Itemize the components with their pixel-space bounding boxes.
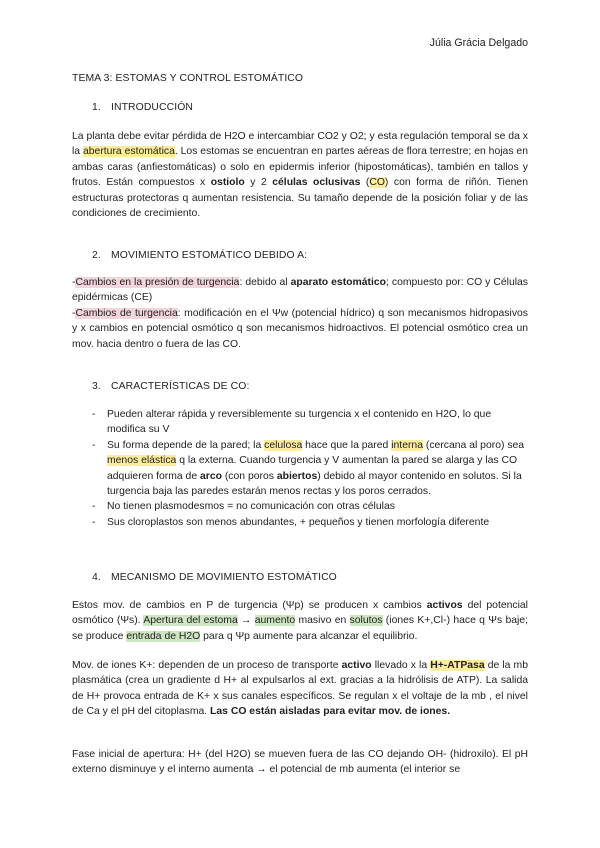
list-item	[92, 438, 528, 500]
section-2-paragraph	[72, 275, 528, 352]
document-title: TEMA 3: ESTOMAS Y CONTROL ESTOMÁTICO	[72, 73, 304, 84]
text-run: Sus cloroplastos son menos abundantes, + pequeños y tienen morfología diferente	[107, 516, 490, 528]
text-run: Su forma depende de la pared; la	[107, 439, 265, 451]
text-run: (con poros	[221, 470, 277, 482]
highlight-abertura: abertura estomática	[83, 146, 175, 158]
text-run: ) debido al mayor contenido en solutos. Si la turgencia baja las paredes estarán menos rectas y los poros cerrados.	[107, 470, 522, 498]
text-run: Mov. de iones K+: dependen de un proceso de transporte	[72, 660, 342, 671]
section-1-paragraph	[72, 129, 528, 221]
highlight-entrada-h2o: entrada de H2O	[126, 630, 201, 642]
text-run: masivo en	[295, 615, 350, 627]
bold-ostiolo: ostiolo	[210, 177, 245, 189]
list-item	[92, 407, 528, 438]
section-2-heading	[92, 248, 307, 263]
highlight-menos-elastica: menos elástica	[107, 455, 177, 467]
highlight-presion-turgencia: Cambios en la presión de turgencia	[75, 277, 240, 288]
section-number: 1.	[92, 102, 101, 113]
highlight-interna: interna	[391, 439, 423, 451]
text-run: : modificación en el Ψw (potencial hídrico) q son mecanismos hidropasivos y x cambios en potencial osmótico q son mecanismos hidroactivos. El potencial osmótico crea un mov. hacia dentro o fuera de las CO.	[72, 307, 528, 350]
highlight-h-atpasa: H+-ATPasa	[430, 660, 485, 671]
list-item	[92, 515, 528, 530]
highlight-solutos: solutos	[349, 615, 383, 627]
list-item	[92, 499, 528, 514]
section-4-paragraph-3	[72, 747, 528, 778]
section-4-heading	[92, 570, 337, 585]
text-run: : debido al	[239, 277, 291, 288]
bold-abiertos: abiertos	[276, 470, 318, 482]
highlight-celulosa: celulosa	[264, 439, 303, 451]
text-run: (	[360, 177, 370, 189]
bold-arco: arco	[200, 470, 222, 482]
dash: -	[72, 307, 76, 319]
list-bullet: -	[92, 516, 96, 528]
section-number: 3.	[92, 381, 101, 392]
text-run: ) con forma de riñón. Tienen estructuras protectoras q aumentan resistencia. Su tamaño depende de la posición foliar y de las condiciones de crecimiento.	[72, 177, 528, 220]
highlight-co: CO	[369, 177, 385, 189]
text-run: Estos mov. de cambios en P de turgencia (Ψp) se producen x cambios	[72, 600, 427, 611]
text-run: Fase inicial de apertura: H+ (del H2O) se mueven fuera de las CO dejando OH- (hidroxilo). El pH externo disminuye y el interno aumenta → el potencial de mb aumenta (el interior se	[72, 749, 528, 776]
list-bullet: -	[92, 409, 96, 420]
section-1-heading	[92, 100, 193, 115]
text-run: hace que la pared	[302, 439, 392, 451]
section-title: MOVIMIENTO ESTOMÁTICO DEBIDO A:	[111, 250, 308, 261]
bold-aparato-estomatico: aparato estomático	[290, 277, 386, 288]
bold-activos: activos	[426, 600, 463, 611]
line-presion-turgencia	[72, 275, 528, 306]
highlight-aumento: aumento	[254, 615, 296, 627]
text-run: (cercana al poro) sea	[423, 439, 525, 451]
dash: -	[72, 277, 76, 288]
section-title: MECANISMO DE MOVIMIENTO ESTOMÁTICO	[111, 572, 337, 583]
text-run: y 2	[244, 177, 273, 189]
section-4-paragraph-2	[72, 658, 528, 720]
section-title: CARACTERÍSTICAS DE CO:	[111, 381, 250, 392]
section-number: 4.	[92, 572, 101, 583]
text-run: de la mb plasmática (crea un gradiente d H+ al expulsarlos al ext. gracias a la hidrólisis de ATP). La salida de H+ provoca entrada de K+ x sus canales específicos. Se regulan x el voltaje de la mb , el nivel de Ca y el pH del citoplasma.	[72, 660, 528, 718]
highlight-apertura-estoma: Apertura del estoma	[143, 615, 238, 627]
text-run: La planta debe evitar pérdida de H2O e intercambiar CO2 y O2; y esta regulación temporal se da x la	[72, 131, 528, 158]
bold-co-aisladas: Las CO están aisladas para evitar mov. de iones.	[210, 706, 451, 718]
list-bullet: -	[92, 501, 96, 513]
list-bullet: -	[92, 439, 96, 451]
text-run: No tienen plasmodesmos = no comunicación con otras células	[107, 501, 395, 513]
bold-celulas-oclusivas: células oclusivas	[272, 177, 361, 189]
text-run: . Los estomas se encuentran en partes aéreas de flora terrestre; en hojas en ambas caras (anfiestomáticas) o solo en epidermis inferior (hipostomáticas), también en tallos y frutos. Están compuestos x	[72, 146, 528, 189]
text-run: para q Ψp aumente para alcanzar el equilibrio.	[200, 630, 418, 642]
section-4-paragraph-1	[72, 598, 528, 644]
text-run: ; compuesto por: CO y Células epidérmicas (CE)	[72, 277, 528, 304]
text-run: (iones K+,Cl-) hace q Ψs baje; se produce	[72, 615, 528, 642]
section-number: 2.	[92, 250, 101, 261]
co-characteristics-list	[92, 407, 528, 530]
text-run: llevado x la	[371, 660, 431, 671]
section-3-heading	[92, 379, 249, 394]
text-run: del potencial osmótico (Ψs).	[72, 600, 528, 627]
text-run: q la externa. Cuando turgencia y V aumentan la pared se alarga y las CO adquieren forma de	[107, 455, 518, 482]
highlight-cambios-turgencia: Cambios de turgencia	[75, 307, 178, 319]
bold-activo: activo	[341, 660, 372, 671]
line-cambios-turgencia	[72, 306, 528, 352]
section-title: INTRODUCCIÓN	[111, 102, 194, 113]
author-name: Júlia Grácia Delgado	[429, 37, 528, 49]
text-run: Pueden alterar rápida y reversiblemente su turgencia x el contenido en H2O, lo que modifica su V	[107, 409, 492, 436]
text-run: →	[237, 615, 255, 627]
